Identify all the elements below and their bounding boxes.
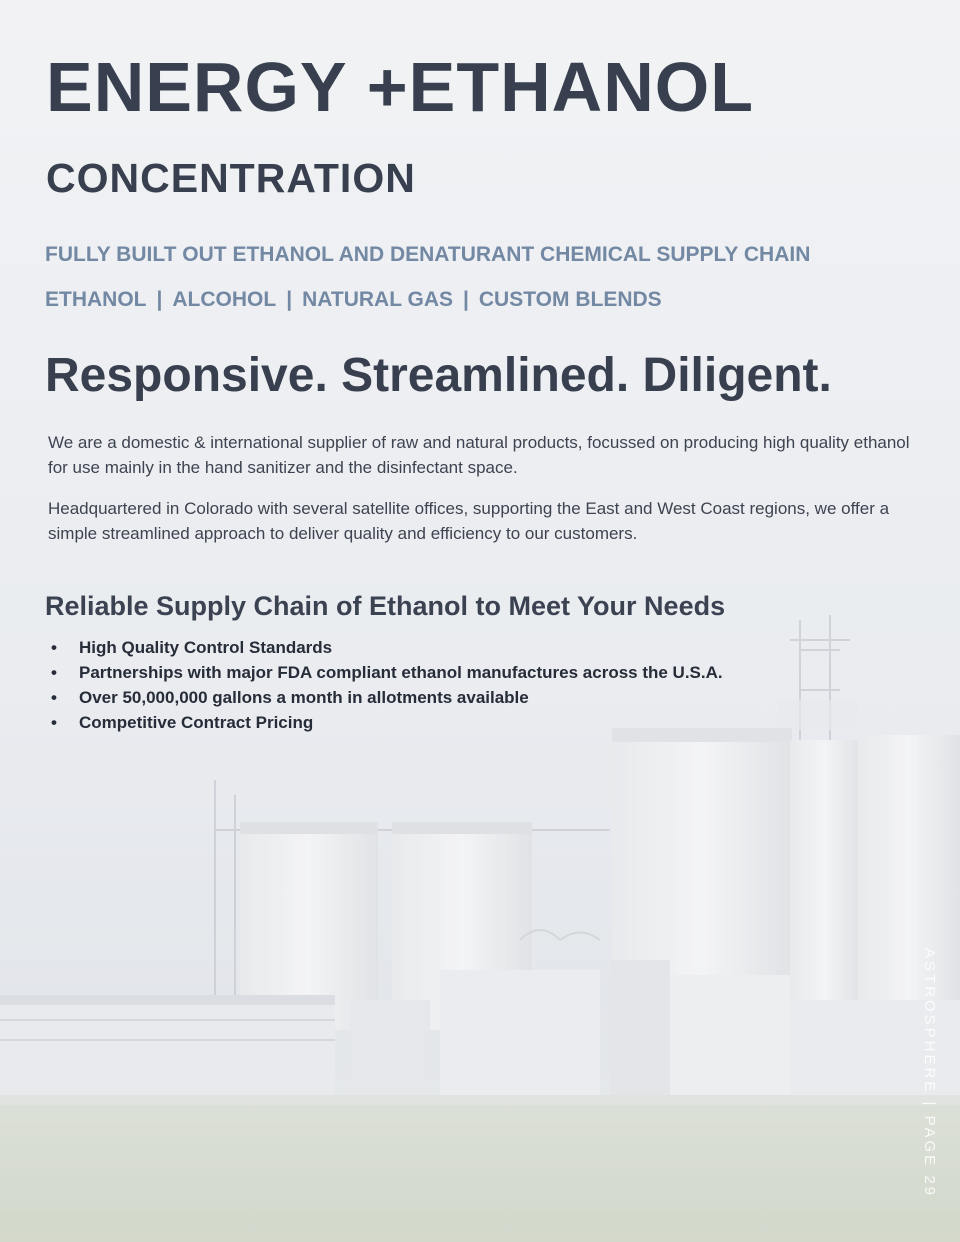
bullet-icon: • [51, 638, 57, 657]
headquarters-paragraph: Headquartered in Colorado with several satellite offices, supporting the East and West Coast regions, we offer a simple streamlined approach to deliver quality and efficiency to our customers. [48, 499, 890, 543]
headline: Responsive. Streamlined. Diligent. [45, 349, 832, 402]
product-custom-blends: CUSTOM BLENDS [478, 288, 662, 311]
separator: | [463, 288, 469, 311]
list-item [48, 710, 723, 735]
page-subtitle: CONCENTRATION [46, 155, 416, 201]
list-item-text: High Quality Control Standards [79, 638, 333, 657]
feature-list [48, 635, 723, 735]
separator: | [286, 288, 293, 311]
section-title: Reliable Supply Chain of Ethanol to Meet Your Needs [45, 591, 726, 621]
product-ethanol: ETHANOL [45, 288, 147, 311]
list-item-text: Competitive Contract Pricing [79, 713, 314, 732]
list-item [48, 635, 723, 660]
list-item-text: Partnerships with major FDA compliant ethanol manufactures across the U.S.A. [79, 663, 723, 682]
product-natural-gas: NATURAL GAS [302, 288, 453, 311]
list-item [48, 685, 723, 710]
bullet-icon: • [51, 688, 57, 707]
supply-chain-tagline: FULLY BUILT OUT ETHANOL AND DENATURANT CHEMICAL SUPPLY CHAIN [45, 243, 811, 266]
product-alcohol: ALCOHOL [172, 288, 277, 311]
page-title: ENERGY +ETHANOL [46, 48, 754, 126]
separator: | [156, 288, 163, 311]
list-item [48, 660, 723, 685]
intro-paragraph: We are a domestic & international supplier of raw and natural products, focussed on producing high quality ethanol for use mainly in the hand sanitizer and the disinfectant space. [48, 433, 910, 477]
bullet-icon: • [51, 663, 57, 682]
bullet-icon: • [51, 713, 57, 732]
products-tagline [45, 289, 662, 310]
page-number-label: ASTROSPHERE | PAGE 29 [921, 948, 938, 1199]
list-item-text: Over 50,000,000 gallons a month in allotments available [79, 688, 529, 707]
